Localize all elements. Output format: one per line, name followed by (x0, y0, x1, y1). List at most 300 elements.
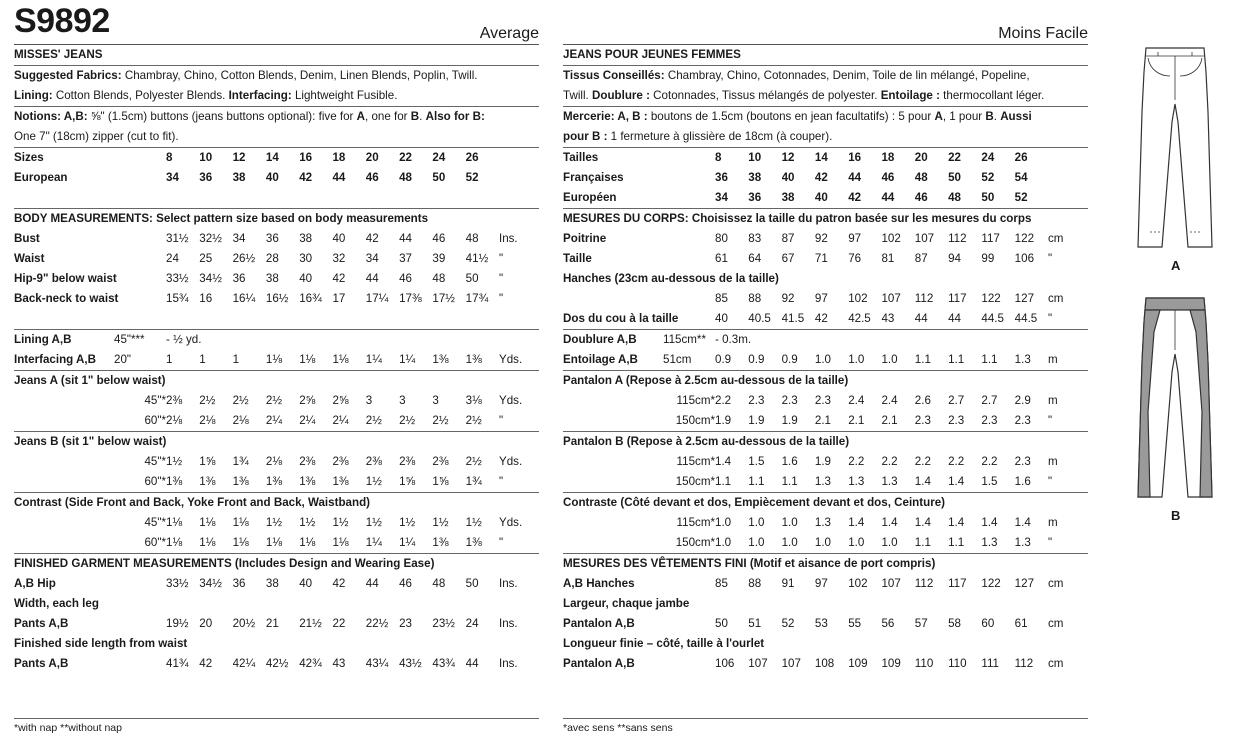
value-cell: 67 (781, 252, 795, 265)
value-cell: 41¾ (166, 657, 189, 670)
value-cell: 1¾ (465, 475, 482, 488)
value-cell: 2.6 (914, 394, 931, 407)
value-cell: 61 (715, 252, 728, 265)
value-cell: 117 (948, 577, 967, 590)
value-cell: 22 (948, 151, 961, 164)
value-cell: 50 (981, 191, 995, 204)
value-cell: 40 (299, 577, 313, 590)
value-cell: 1⅛ (166, 536, 183, 549)
value-cell: 50 (432, 171, 446, 184)
value-cell: 1⅝ (432, 475, 449, 488)
value-cell: 12 (781, 151, 795, 164)
value-cell: 19½ (166, 617, 189, 630)
value-cell: 88 (748, 292, 762, 305)
value-cell: 1.0 (715, 516, 732, 529)
value-cell: 24 (166, 252, 179, 265)
value-cell: 1⅜ (232, 475, 249, 488)
value-cell: 1¼ (399, 353, 416, 366)
jeans-a-row: 60"* 2⅛ 2⅛ 2⅛ 2¼ 2¼ 2¼ 2½ 2½ 2½ 2½ " (14, 411, 539, 432)
value-cell: 112 (914, 577, 934, 590)
value-cell: 22½ (365, 617, 389, 630)
value-cell: 1 (166, 353, 173, 366)
row-label: Sizes (14, 151, 44, 164)
largeur-label: Largeur, chaque jambe (563, 597, 690, 610)
value-cell: 2.3 (814, 394, 832, 407)
value-cell: 32 (332, 252, 346, 265)
value-cell: 107 (781, 657, 801, 670)
entoilage-row: Entoilage A,B 51cm 0.9 0.9 0.9 1.0 1.0 1.0 1.1 1.1 1.1 1.3 m (563, 350, 1088, 371)
value-cell: 1.9 (715, 414, 732, 427)
value-cell: 43¼ (365, 657, 389, 670)
value-cell: 76 (848, 252, 862, 265)
value-cell: 2.3 (948, 414, 965, 427)
value-cell: 107 (881, 292, 901, 305)
value-cell: 17½ (432, 292, 455, 305)
fabrics-en: Suggested Fabrics: Chambray, Chino, Cotton Blends, Denim, Linen Blends, Poplin, Twill. Lining: Cotton Blends, Polyester Blends. Interfacing: Lightweight Fusible. (14, 66, 539, 107)
value-cell: 44 (881, 191, 895, 204)
value-cell: 42¼ (232, 657, 256, 670)
value-cell: 1½ (166, 455, 183, 468)
value-cell: 8 (715, 151, 722, 164)
body-row (14, 289, 539, 309)
value-cell: 40 (814, 191, 828, 204)
value-cell: 2⅛ (166, 414, 183, 427)
value-cell: 18 (881, 151, 895, 164)
value-cell: 1⅛ (332, 536, 349, 549)
unit-cell: " (498, 272, 504, 285)
value-cell: 25 (199, 252, 213, 265)
value-cell: 50 (715, 617, 728, 630)
row-label: Poitrine (563, 232, 607, 245)
unit-cell: Ins. (498, 617, 518, 630)
value-cell: 1¼ (399, 536, 416, 549)
value-cell: 48 (465, 232, 479, 245)
pantalon-a-row: 150cm* 1.9 1.9 1.9 2.1 2.1 2.1 2.3 2.3 2.3 2.3 " (563, 411, 1088, 432)
row-label: Bust (14, 232, 40, 245)
value-cell: 1⅛ (199, 536, 216, 549)
value-cell: 2.9 (1014, 394, 1031, 407)
value-cell: 2.3 (1014, 414, 1031, 427)
lining-row: Lining A,B 45"*** - ½ yd. (14, 333, 202, 346)
value-cell: 40 (715, 312, 728, 325)
value-cell: 34 (232, 232, 246, 245)
value-cell: 2½ (399, 414, 416, 427)
value-cell: 122 (981, 292, 1001, 305)
value-cell: 1.1 (914, 353, 931, 366)
value-cell: 1.6 (781, 455, 798, 468)
value-cell: 97 (848, 232, 862, 245)
value-cell: 1⅛ (199, 516, 216, 529)
value-cell: 1.9 (781, 414, 798, 427)
pantalon-a-title: Pantalon A (Repose à 2.5cm au-dessous de la taille) (563, 374, 849, 387)
value-cell: 1⅜ (199, 475, 216, 488)
value-cell: 40 (299, 272, 313, 285)
value-cell: 2.3 (781, 394, 798, 407)
header-fr (563, 0, 1088, 45)
value-cell: 1.4 (914, 475, 931, 488)
value-cell: 102 (848, 577, 868, 590)
unit-cell: cm (1047, 577, 1064, 590)
longueur-row (563, 654, 1088, 674)
francaises-row (563, 168, 1088, 188)
value-cell: 109 (848, 657, 868, 670)
value-cell: 1¾ (232, 455, 249, 468)
value-cell: 2⅜ (299, 455, 316, 468)
value-cell: 2.7 (981, 394, 998, 407)
value-cell: 42 (814, 171, 828, 184)
value-cell: 16¾ (299, 292, 322, 305)
unit-cell: Ins. (498, 577, 518, 590)
value-cell: 14 (814, 151, 828, 164)
value-cell: 50 (948, 171, 961, 184)
value-cell: 46 (914, 191, 928, 204)
value-cell: 2½ (365, 414, 382, 427)
value-cell: 106 (715, 657, 735, 670)
body-title-fr: MESURES DU CORPS: Choisissez la taille du patron basée sur les mesures du corps (563, 212, 1032, 225)
value-cell: 1.0 (781, 516, 798, 529)
value-cell: 112 (1014, 657, 1034, 670)
value-cell: 34 (715, 191, 728, 204)
value-cell: 33½ (166, 577, 189, 590)
unit-cell (499, 148, 539, 168)
value-cell: 2⅜ (432, 455, 449, 468)
value-cell: 1.3 (881, 475, 898, 488)
hanches-label: Hanches (23cm au-dessous de la taille) (563, 272, 779, 285)
value-cell: 32½ (199, 232, 222, 245)
value-cell: 57 (914, 617, 928, 630)
value-cell: 41.5 (781, 312, 805, 325)
value-cell: 17⅜ (399, 292, 422, 305)
value-cell: 8 (166, 151, 173, 164)
value-cell: 1.4 (914, 516, 931, 529)
unit-cell: Ins. (498, 657, 518, 670)
contrast-title: Contrast (Side Front and Back, Yoke Front and Back, Waistband) (14, 496, 371, 509)
value-cell: 48 (914, 171, 928, 184)
value-cell: 43¾ (432, 657, 455, 670)
header-en (14, 0, 539, 45)
length-label-en: Finished side length from waist (14, 637, 188, 650)
value-cell: 2.4 (848, 394, 865, 407)
footnote-fr: *avec sens **sans sens (563, 718, 1088, 734)
pantalon-a-row: 115cm* 2.2 2.3 2.3 2.3 2.4 2.4 2.6 2.7 2.7 2.9 m (563, 391, 1088, 411)
value-cell: 42½ (265, 657, 289, 670)
value-cell: 52 (1014, 191, 1028, 204)
longueur-label: Longueur finie – côté, taille à l'ourlet (563, 637, 765, 650)
finished-hip-row (14, 574, 539, 594)
value-cell: 38 (781, 191, 795, 204)
value-cell: 107 (748, 657, 768, 670)
value-cell: 1.0 (881, 353, 898, 366)
value-cell: 87 (914, 252, 928, 265)
unit-cell: " (1047, 252, 1053, 265)
value-cell: 122 (1014, 232, 1035, 245)
jeans-b-row: 45"* 1½ 1⅝ 1¾ 2⅛ 2⅜ 2⅜ 2⅜ 2⅜ 2⅜ 2½ Yds. (14, 452, 539, 472)
value-cell: 34 (166, 171, 179, 184)
value-cell: 53 (814, 617, 828, 630)
value-cell: 48 (432, 577, 446, 590)
poitrine-row (563, 229, 1088, 249)
value-cell: 85 (715, 577, 728, 590)
value-cell: 99 (981, 252, 995, 265)
value-cell: 2.1 (881, 414, 898, 427)
value-cell: 2⅛ (232, 414, 249, 427)
value-cell: 38 (232, 171, 246, 184)
value-cell: 2.7 (948, 394, 965, 407)
value-cell: 1½ (465, 516, 482, 529)
value-cell: 36 (199, 171, 213, 184)
contraste-row: 150cm* 1.0 1.0 1.0 1.0 1.0 1.0 1.1 1.1 1.3 1.3 " (563, 533, 1088, 554)
value-cell: 1.0 (748, 536, 765, 549)
value-cell: 17¼ (365, 292, 389, 305)
value-cell: 1⅜ (299, 475, 316, 488)
value-cell: 1½ (365, 516, 382, 529)
value-cell: 60 (981, 617, 995, 630)
value-cell: 44 (365, 272, 379, 285)
value-cell: 117 (948, 292, 967, 305)
value-cell: 2¼ (265, 414, 283, 427)
value-cell: 12 (232, 151, 246, 164)
value-cell: 2⅜ (332, 455, 349, 468)
value-cell: 46 (399, 577, 412, 590)
value-cell: 1.3 (814, 475, 832, 488)
value-cell: 48 (948, 191, 961, 204)
value-cell: 48 (399, 171, 412, 184)
value-cell: 87 (781, 232, 795, 245)
value-cell: 2.2 (914, 455, 931, 468)
interfacing-row: Interfacing A,B 20" 1 1 1 1⅛ 1⅛ 1⅛ 1¼ 1¼ 1⅜ 1⅜ Yds. (14, 350, 539, 371)
value-cell: 92 (814, 232, 828, 245)
value-cell: 2½ (232, 394, 249, 407)
value-cell: 2.2 (881, 455, 898, 468)
value-cell: 1.1 (748, 475, 765, 488)
value-cell: 1⅛ (232, 516, 249, 529)
contraste-title: Contraste (Côté devant et dos, Empiècement devant et dos, Ceinture) (563, 496, 946, 509)
value-cell: 0.9 (748, 353, 765, 366)
value-cell: 1⅝ (199, 455, 216, 468)
value-cell: 83 (748, 232, 762, 245)
footnote-en: *with nap **without nap (14, 718, 539, 734)
value-cell: 92 (781, 292, 795, 305)
value-cell: 1⅝ (399, 475, 416, 488)
value-cell: 17 (332, 292, 346, 305)
value-cell: 30 (299, 252, 313, 265)
value-cell: 112 (914, 292, 934, 305)
value-cell: 0.9 (715, 353, 732, 366)
value-cell: 1.1 (781, 475, 798, 488)
value-cell: 1.0 (814, 353, 832, 366)
value-cell: 43 (332, 657, 346, 670)
value-cell: 36 (265, 232, 279, 245)
value-cell: 48 (432, 272, 446, 285)
value-cell: 1.3 (1014, 536, 1031, 549)
value-cell: 42 (332, 272, 346, 285)
value-cell: 1⅜ (432, 536, 449, 549)
value-cell: 3 (399, 394, 406, 407)
value-cell: 2.2 (981, 455, 998, 468)
value-cell: 36 (715, 171, 728, 184)
mercerie-fr: Mercerie: A, B : boutons de 1.5cm (boutons en jean facultatifs) : 5 pour A, 1 pour B. Aussi pour B : 1 fermeture à glissière de 18cm (à couper). (563, 107, 1088, 148)
value-cell: 1.1 (914, 536, 931, 549)
taille-row (563, 249, 1088, 269)
value-cell: 24 (465, 617, 479, 630)
value-cell: 1⅜ (265, 475, 283, 488)
value-cell: 1.4 (848, 516, 865, 529)
value-cell: 107 (881, 577, 901, 590)
value-cell: 112 (948, 232, 967, 245)
value-cell: 16 (299, 151, 313, 164)
value-cell: 1⅜ (465, 353, 482, 366)
unit-cell: Ins. (498, 232, 518, 245)
value-cell: 1⅛ (332, 353, 349, 366)
value-cell: 1½ (432, 516, 449, 529)
value-cell: 40 (332, 232, 346, 245)
value-cell: 40 (265, 171, 279, 184)
value-cell: 2½ (199, 394, 216, 407)
value-cell: 1.5 (981, 475, 998, 488)
value-cell: 1⅛ (265, 536, 283, 549)
row-label: Pants A,B (14, 657, 69, 670)
value-cell: 17¾ (465, 292, 489, 305)
value-cell: 1.0 (715, 536, 732, 549)
value-cell: 1.4 (948, 516, 965, 529)
value-cell: 2¼ (299, 414, 316, 427)
value-cell: 34½ (199, 577, 222, 590)
value-cell: 109 (881, 657, 901, 670)
sizes-row (14, 148, 539, 168)
fabrics-fr: Tissus Conseillés: Chambray, Chino, Cotonnades, Denim, Toile de lin mélangé, Popeline, Twill. Doublure : Cotonnades, Tissus mélangés de polyester. Entoilage : thermocollant léger. (563, 66, 1088, 107)
european-row (14, 168, 539, 188)
value-cell: 43½ (399, 657, 422, 670)
value-cell: 54 (1014, 171, 1028, 184)
value-cell: 1.3 (1014, 353, 1031, 366)
view-b-illustration (1120, 292, 1230, 504)
value-cell: 42 (199, 657, 213, 670)
finished-title-en: FINISHED GARMENT MEASUREMENTS (Includes Design and Wearing Ease) (14, 557, 435, 570)
value-cell: 111 (981, 657, 999, 670)
unit-cell: cm (1047, 657, 1064, 670)
value-cell: 71 (814, 252, 828, 265)
unit-cell (1048, 168, 1088, 188)
view-a-illustration (1120, 42, 1230, 254)
value-cell: 2⅝ (332, 394, 349, 407)
unit-cell: cm (1047, 232, 1064, 245)
value-cell: 1.1 (981, 353, 998, 366)
view-a-label: A (1171, 258, 1181, 273)
value-cell: 33½ (166, 272, 189, 285)
value-cell: 36 (232, 272, 246, 285)
hanches-row (563, 289, 1088, 309)
row-label: Pantalon A,B (563, 617, 635, 630)
value-cell: 2¼ (332, 414, 349, 427)
value-cell: 52 (981, 171, 995, 184)
difficulty-level-fr: Moins Facile (998, 25, 1088, 42)
title-en: MISSES' JEANS (14, 45, 539, 66)
unit-cell: " (1047, 312, 1053, 325)
value-cell: 20½ (232, 617, 256, 630)
value-cell: 122 (981, 577, 1001, 590)
jeans-a-title: Jeans A (sit 1" below waist) (14, 374, 166, 387)
row-label: Dos du cou à la taille (563, 312, 679, 325)
value-cell: 110 (914, 657, 934, 670)
value-cell: 1⅜ (432, 353, 449, 366)
row-label: Back-neck to waist (14, 292, 119, 305)
value-cell: 36 (748, 191, 762, 204)
value-cell: 1.5 (748, 455, 765, 468)
value-cell: 16¼ (232, 292, 256, 305)
value-cell: 97 (814, 577, 828, 590)
row-label: Waist (14, 252, 45, 265)
value-cell: 88 (748, 577, 762, 590)
value-cell: 58 (948, 617, 961, 630)
hanches-fini-row (563, 574, 1088, 594)
value-cell: 1¼ (365, 353, 382, 366)
value-cell: 50 (465, 272, 479, 285)
contrast-row: 45"* 1⅛ 1⅛ 1⅛ 1½ 1½ 1½ 1½ 1½ 1½ 1½ Yds. (14, 513, 539, 533)
value-cell: 106 (1014, 252, 1035, 265)
row-label: Pantalon A,B (563, 657, 635, 670)
value-cell: 81 (881, 252, 895, 265)
value-cell: 42¾ (299, 657, 322, 670)
value-cell: 1½ (265, 516, 283, 529)
value-cell: 38 (748, 171, 762, 184)
value-cell: 21 (265, 617, 279, 630)
value-cell: 2.1 (814, 414, 832, 427)
value-cell: 117 (981, 232, 1000, 245)
value-cell: 1⅛ (232, 536, 249, 549)
body-title-en: BODY MEASUREMENTS: Select pattern size based on body measurements (14, 212, 429, 225)
body-row (14, 229, 539, 249)
value-cell: 1.3 (981, 536, 998, 549)
value-cell: 52 (465, 171, 479, 184)
value-cell: 44 (399, 232, 412, 245)
value-cell: 2½ (465, 455, 482, 468)
value-cell: 20 (199, 617, 213, 630)
value-cell: 42 (332, 577, 346, 590)
value-cell: 1.0 (881, 536, 898, 549)
value-cell: 20 (914, 151, 928, 164)
value-cell: 3 (432, 394, 439, 407)
value-cell: 0.9 (781, 353, 798, 366)
unit-cell: cm (1047, 292, 1064, 305)
value-cell: 44 (465, 657, 479, 670)
value-cell: 44 (365, 577, 379, 590)
value-cell: 1.4 (881, 516, 898, 529)
value-cell: 22 (332, 617, 346, 630)
value-cell: 22 (399, 151, 412, 164)
value-cell: 55 (848, 617, 862, 630)
value-cell: 16 (199, 292, 213, 305)
french-column (563, 0, 1088, 674)
value-cell: 10 (748, 151, 762, 164)
value-cell: 42 (365, 232, 379, 245)
unit-cell: cm (1047, 617, 1064, 630)
pattern-code: S9892 (14, 2, 110, 40)
value-cell: 14 (265, 151, 279, 164)
value-cell: 1.1 (948, 353, 965, 366)
tailles-row (563, 148, 1088, 168)
jeans-b-title: Jeans B (sit 1" below waist) (14, 435, 167, 448)
value-cell: 2⅛ (199, 414, 216, 427)
value-cell: 1.0 (848, 536, 865, 549)
value-cell: 56 (881, 617, 895, 630)
value-cell: 61 (1014, 617, 1028, 630)
value-cell: 42 (848, 191, 862, 204)
value-cell: 44 (914, 312, 928, 325)
value-cell: 1.4 (948, 475, 965, 488)
value-cell: 28 (265, 252, 279, 265)
value-cell: 38 (265, 272, 279, 285)
value-cell: 1.3 (814, 516, 832, 529)
